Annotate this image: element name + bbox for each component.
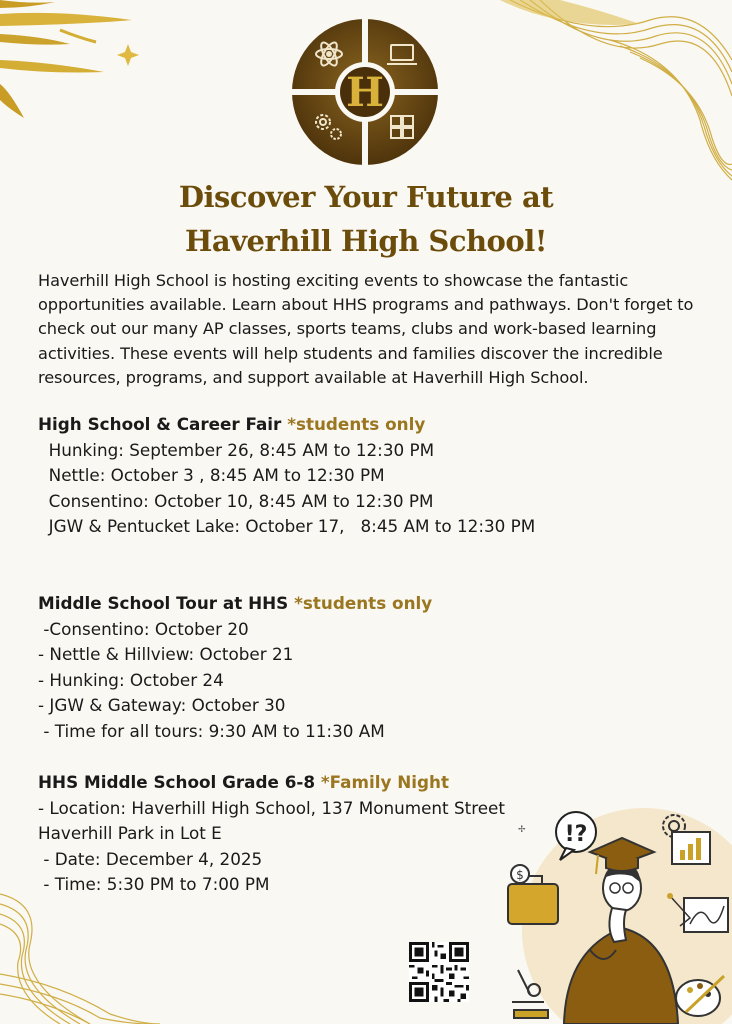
qr-code-icon[interactable]	[409, 942, 469, 1002]
tour-line: -Consentino: October 20	[38, 618, 249, 639]
tour-line: - Hunking: October 24	[38, 669, 224, 690]
sparkle-icon	[117, 44, 139, 66]
tour-note: *students only	[294, 593, 433, 613]
family-night-line: Haverhill Park in Lot E	[38, 823, 222, 844]
family-night-heading: HHS Middle School Grade 6-8	[38, 772, 321, 792]
career-fair-heading: High School & Career Fair	[38, 414, 288, 434]
tour-line: - Nettle & Hillview: October 21	[38, 644, 294, 665]
career-fair-line: Hunking: September 26, 8:45 AM to 12:30 PM	[38, 439, 435, 460]
gold-waves-decoration-top	[500, 0, 732, 190]
tour-heading: Middle School Tour at HHS	[38, 593, 295, 613]
gold-waves-decoration-bottom	[0, 884, 180, 1024]
graduate-student-icon	[494, 800, 732, 1024]
gold-brush-strokes-decoration	[0, 0, 150, 130]
family-night-note: *Family Night	[320, 772, 450, 792]
page-title-line-1: Discover Your Future at	[178, 180, 554, 214]
intro-paragraph: Haverhill High School is hosting exciting events to showcase the fantastic opportunities available. Learn about HHS programs and pathways. Don't forget to check out our many AP classes, sports teams, clubs and work-based learning activities. These events will help students and families discover the incredible resources, programs, and support available at Haverhill High School.	[38, 271, 694, 387]
family-night-line: - Date: December 4, 2025	[38, 848, 263, 869]
career-fair-line: JGW & Pentucket Lake: October 17, 8:45 AM to 12:30 PM	[38, 516, 536, 537]
logo-letter: H	[346, 69, 384, 116]
family-night-line: - Location: Haverhill High School, 137 Monument Street	[38, 797, 505, 818]
tour-line: - Time for all tours: 9:30 AM to 11:30 AM	[38, 720, 385, 741]
career-fair-section	[38, 412, 678, 540]
career-fair-note: *students only	[287, 414, 426, 434]
career-fair-line: Consentino: October 10, 8:45 AM to 12:30 PM	[38, 490, 434, 511]
svg-text:$: $	[516, 868, 524, 882]
hhs-logo	[291, 18, 439, 166]
page-title-line-2: Haverhill High School!	[185, 224, 547, 258]
bar-chart-icon	[672, 832, 710, 864]
middle-school-tour-section	[38, 591, 678, 745]
family-night-line: - Time: 5:30 PM to 7:00 PM	[38, 874, 270, 895]
svg-text:✢: ✢	[518, 825, 526, 835]
svg-text:!?: !?	[564, 822, 588, 847]
tour-line: - JGW & Gateway: October 30	[38, 695, 286, 716]
career-fair-line: Nettle: October 3 , 8:45 AM to 12:30 PM	[38, 465, 385, 486]
